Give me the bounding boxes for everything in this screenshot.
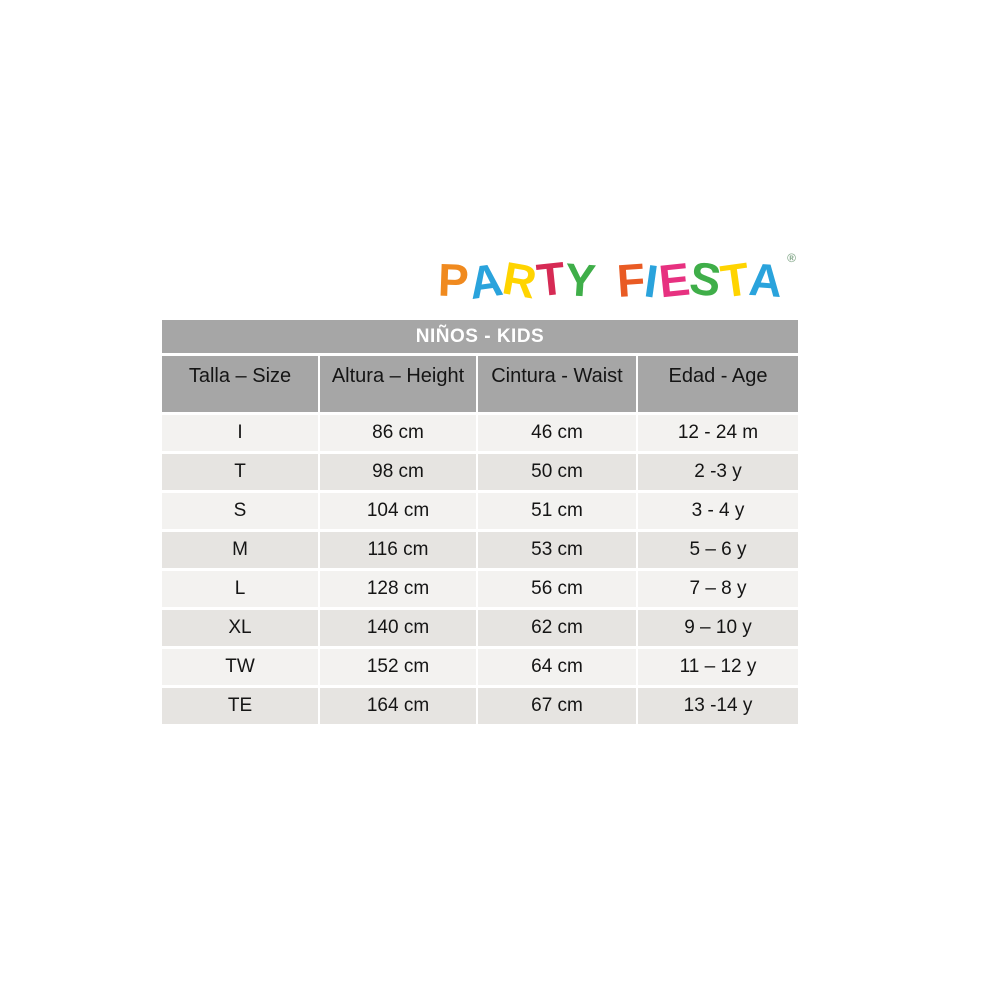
column-header-waist: Cintura - Waist [478,356,636,412]
table-row [162,571,798,607]
age-cell: 2 -3 y [638,454,798,490]
logo-letter: A [747,252,785,308]
column-header-height: Altura – Height [320,356,476,412]
size-cell: M [162,532,318,568]
size-chart-table [162,320,798,724]
logo-letter: Y [563,252,598,308]
height-cell: 98 cm [320,454,476,490]
logo-letter: E [655,252,692,308]
column-header-age: Edad - Age [638,356,798,412]
table-row [162,649,798,685]
waist-cell: 53 cm [478,532,636,568]
logo-letter: T [717,252,753,308]
waist-cell: 51 cm [478,493,636,529]
table-title: NIÑOS - KIDS [162,320,798,353]
height-cell: 104 cm [320,493,476,529]
logo-letter: R [498,251,541,309]
age-cell: 12 - 24 m [638,415,798,451]
table-row [162,415,798,451]
waist-cell: 50 cm [478,454,636,490]
waist-cell: 64 cm [478,649,636,685]
age-cell: 11 – 12 y [638,649,798,685]
height-cell: 128 cm [320,571,476,607]
table-row [162,688,798,724]
table-header-row [162,356,798,412]
logo-letter: S [686,251,725,307]
column-header-size: Talla – Size [162,356,318,412]
party-fiesta-logo [437,251,796,310]
logo-letter: P [437,253,470,307]
height-cell: 152 cm [320,649,476,685]
age-cell: 13 -14 y [638,688,798,724]
age-cell: 3 - 4 y [638,493,798,529]
waist-cell: 67 cm [478,688,636,724]
height-cell: 86 cm [320,415,476,451]
waist-cell: 46 cm [478,415,636,451]
table-row [162,532,798,568]
logo-letter: I [641,254,662,308]
table-row [162,493,798,529]
registered-trademark-icon: ® [787,251,796,265]
height-cell: 164 cm [320,688,476,724]
waist-cell: 56 cm [478,571,636,607]
table-row [162,610,798,646]
size-cell: S [162,493,318,529]
size-cell: I [162,415,318,451]
table-row [162,454,798,490]
logo-letter: T [533,251,568,307]
height-cell: 116 cm [320,532,476,568]
height-cell: 140 cm [320,610,476,646]
size-cell: TW [162,649,318,685]
waist-cell: 62 cm [478,610,636,646]
size-cell: T [162,454,318,490]
size-cell: TE [162,688,318,724]
logo-letter: F [615,253,647,307]
logo-letter: A [465,252,507,310]
size-cell: L [162,571,318,607]
age-cell: 9 – 10 y [638,610,798,646]
age-cell: 5 – 6 y [638,532,798,568]
age-cell: 7 – 8 y [638,571,798,607]
size-cell: XL [162,610,318,646]
